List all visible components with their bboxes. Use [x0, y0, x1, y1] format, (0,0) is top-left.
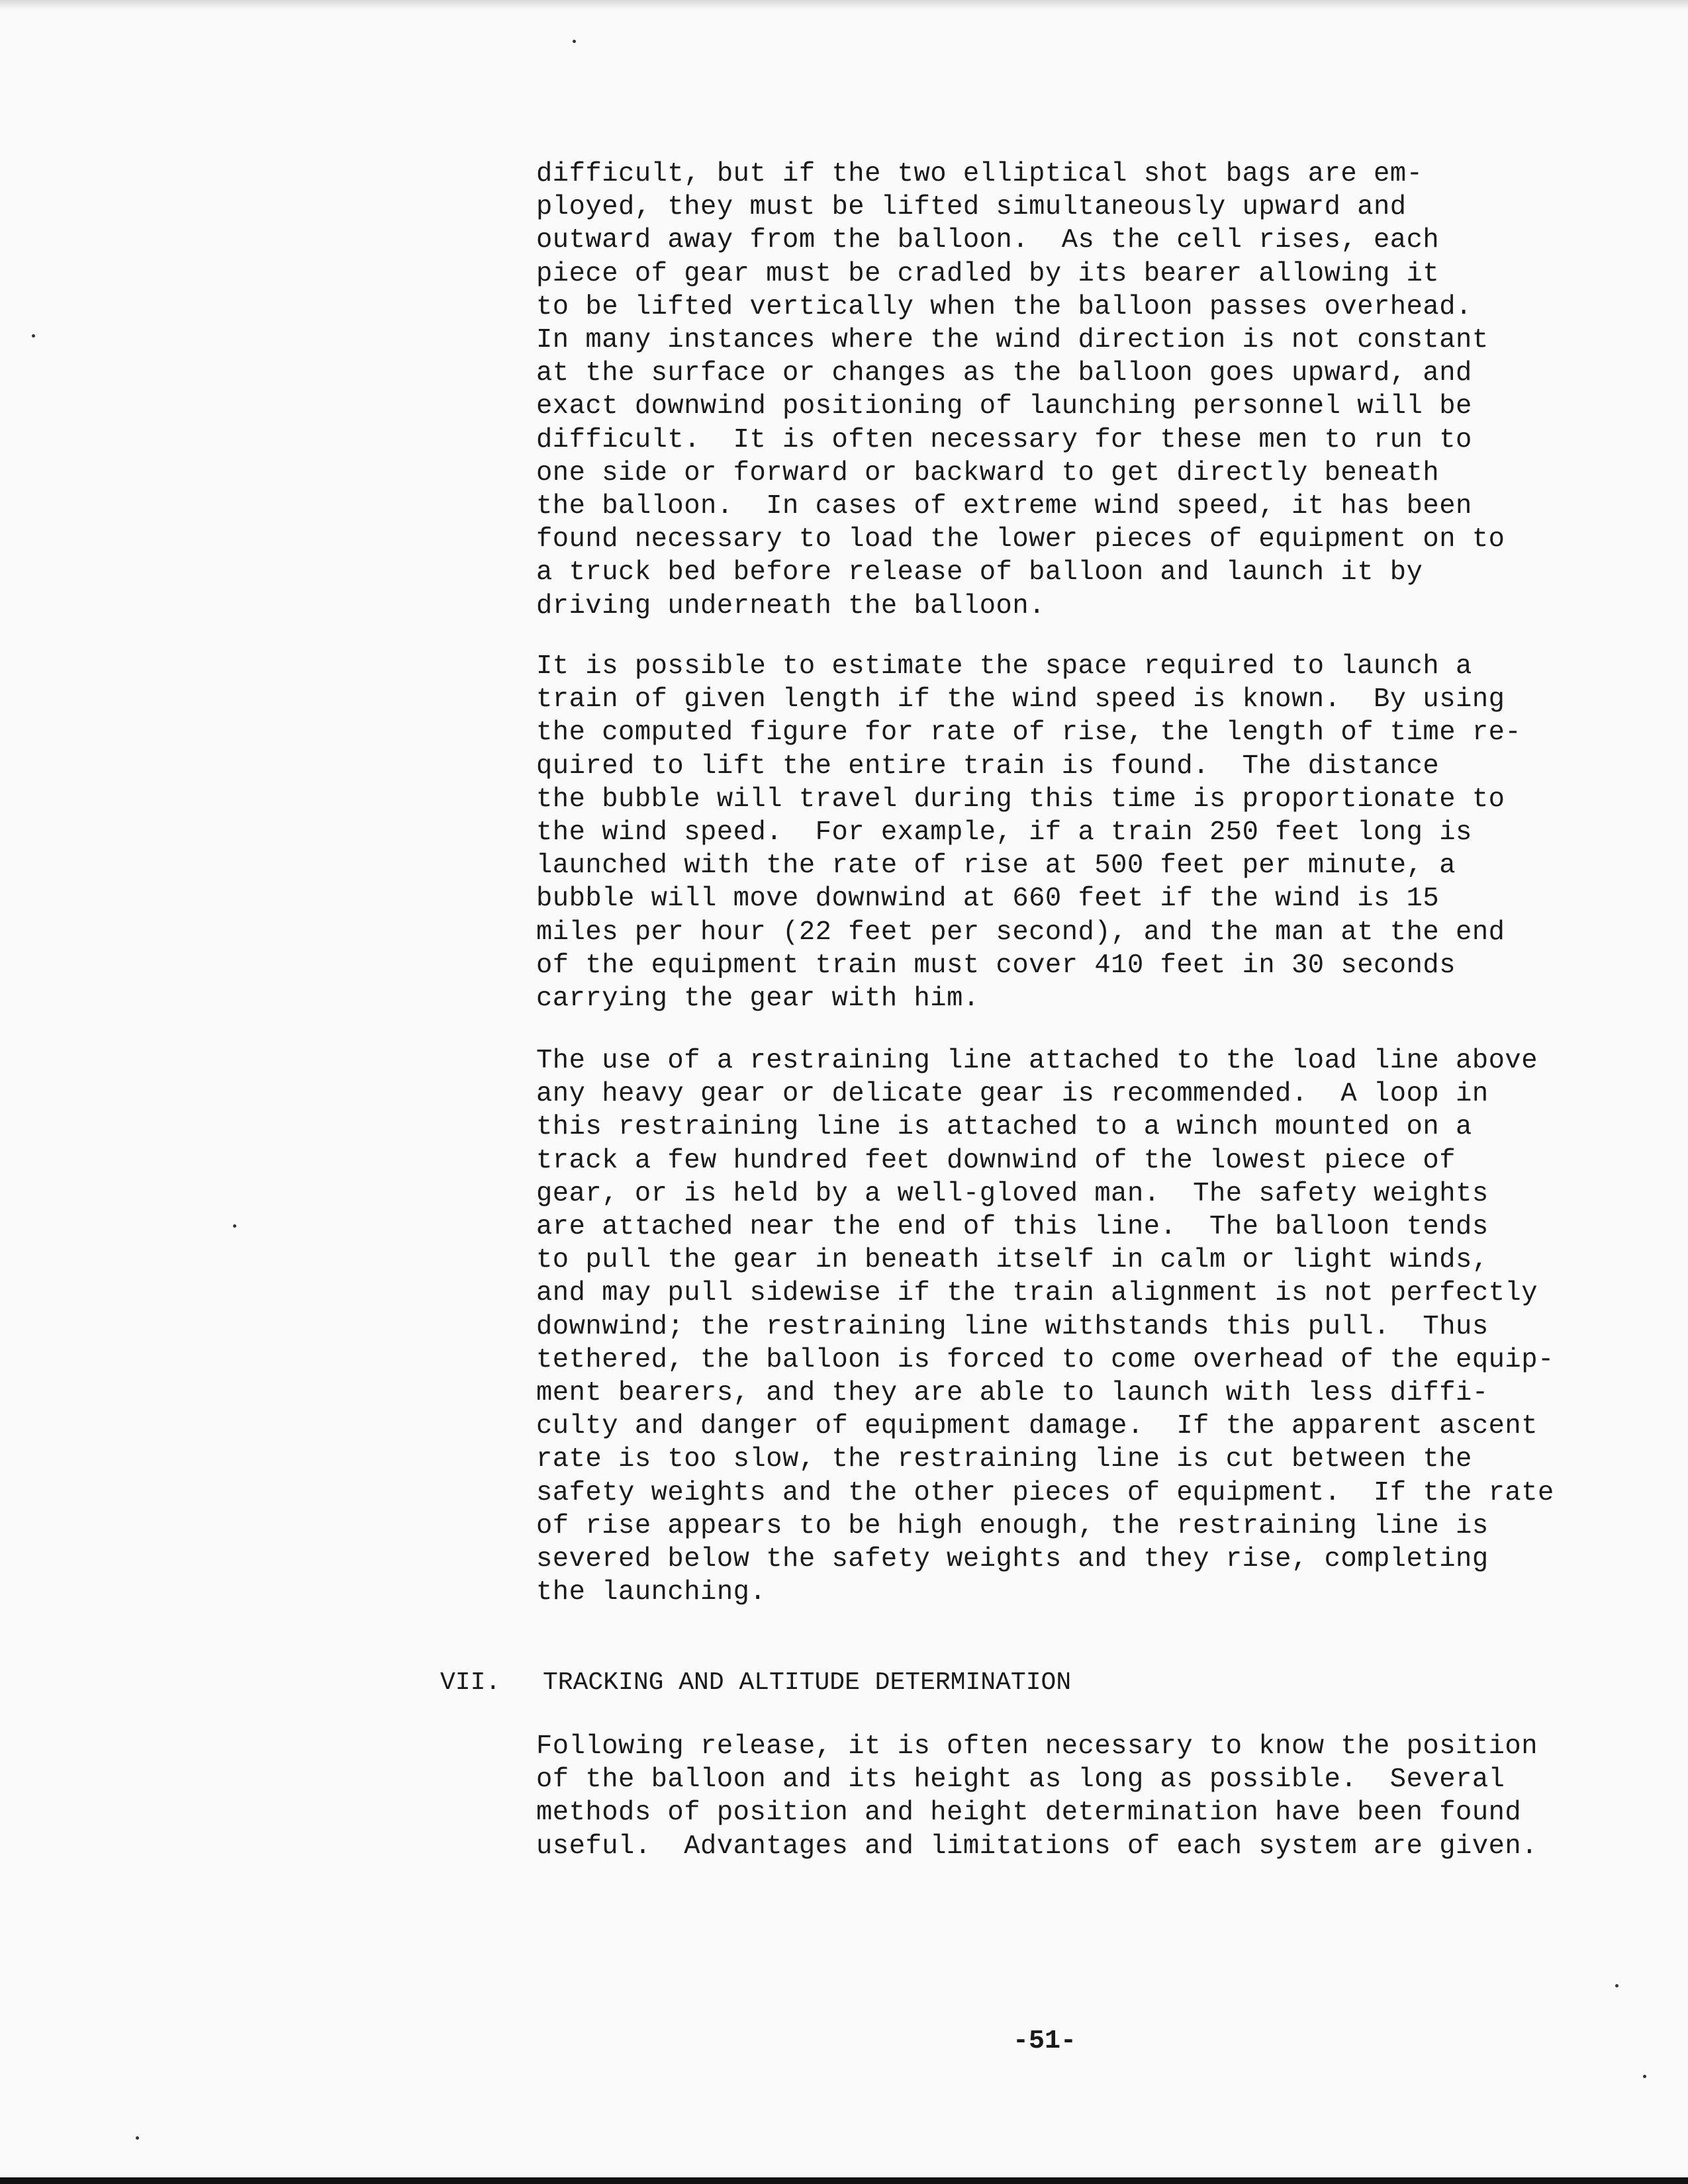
scan-speck — [32, 334, 35, 338]
paragraph-2 — [536, 650, 1569, 1015]
text-line: at the surface or changes as the balloon goes upward, and — [536, 358, 1472, 389]
text-line: the computed figure for rate of rise, the length of time re- — [536, 717, 1522, 749]
text-line: track a few hundred feet downwind of the lowest piece of — [536, 1145, 1456, 1176]
text-line: the wind speed. For example, if a train 250 feet long is — [536, 817, 1472, 848]
scan-speck — [136, 2136, 139, 2140]
text-line: any heavy gear or delicate gear is recommended. A loop in — [536, 1079, 1489, 1110]
text-line: severed below the safety weights and they rise, completing — [536, 1544, 1489, 1575]
text-line: It is possible to estimate the space required to launch a — [536, 651, 1472, 682]
text-line: quired to lift the entire train is found. The distance — [536, 751, 1440, 782]
text-line: difficult, but if the two elliptical shot bags are em- — [536, 159, 1423, 189]
text-line: to pull the gear in beneath itself in calm or light winds, — [536, 1245, 1489, 1276]
page-number: -51- — [1013, 2026, 1077, 2056]
text-line: culty and danger of equipment damage. If the apparent ascent — [536, 1411, 1538, 1442]
text-line: the balloon. In cases of extreme wind speed, it has been — [536, 491, 1472, 522]
text-line: useful. Advantages and limitations of each system are given. — [536, 1831, 1538, 1862]
section-number: VII. — [440, 1668, 501, 1697]
text-line: this restraining line is attached to a winch mounted on a — [536, 1112, 1472, 1143]
text-line: The use of a restraining line attached to the load line above — [536, 1046, 1538, 1076]
text-line: tethered, the balloon is forced to come overhead of the equip- — [536, 1344, 1554, 1375]
text-line: launched with the rate of rise at 500 feet per minute, a — [536, 850, 1456, 882]
text-line: Following release, it is often necessary to know the position — [536, 1731, 1538, 1762]
text-line: found necessary to load the lower pieces of equipment on to — [536, 524, 1505, 555]
text-line: difficult. It is often necessary for these men to run to — [536, 424, 1472, 455]
text-line: train of given length if the wind speed is known. By using — [536, 684, 1505, 715]
text-line: downwind; the restraining line withstands this pull. Thus — [536, 1311, 1489, 1342]
section-title: TRACKING AND ALTITUDE DETERMINATION — [543, 1668, 1072, 1697]
scan-top-shadow — [0, 0, 1688, 9]
text-line: and may pull sidewise if the train alignment is not perfectly — [536, 1278, 1538, 1309]
scan-bottom-edge — [0, 2177, 1688, 2184]
text-line: a truck bed before release of balloon and launch it by — [536, 557, 1423, 588]
text-line: ployed, they must be lifted simultaneously upward and — [536, 192, 1407, 223]
paragraph-1 — [536, 158, 1569, 623]
text-line: In many instances where the wind direction is not constant — [536, 325, 1489, 356]
text-line: piece of gear must be cradled by its bearer allowing it — [536, 258, 1440, 289]
scan-speck — [233, 1224, 236, 1228]
text-line: rate is too slow, the restraining line is cut between the — [536, 1444, 1472, 1475]
text-line: to be lifted vertically when the balloon passes overhead. — [536, 291, 1472, 322]
text-line: safety weights and the other pieces of equipment. If the rate — [536, 1477, 1554, 1508]
text-line: bubble will move downwind at 660 feet if the wind is 15 — [536, 884, 1440, 915]
text-line: ment bearers, and they are able to launch with less diffi- — [536, 1378, 1489, 1409]
text-line: the launching. — [536, 1577, 767, 1608]
text-line: one side or forward or backward to get directly beneath — [536, 457, 1440, 488]
text-line: exact downwind positioning of launching personnel will be — [536, 391, 1472, 422]
scan-speck — [573, 40, 576, 43]
paragraph-3 — [536, 1044, 1569, 1609]
text-line: miles per hour (22 feet per second), and the man at the end — [536, 917, 1505, 948]
text-line: outward away from the balloon. As the cell rises, each — [536, 225, 1440, 256]
scan-speck — [1643, 2075, 1646, 2078]
text-line: methods of position and height determination have been found — [536, 1797, 1522, 1829]
text-line: gear, or is held by a well-gloved man. The safety weights — [536, 1178, 1489, 1209]
text-line: the bubble will travel during this time is proportionate to — [536, 784, 1505, 815]
section-paragraph — [536, 1730, 1569, 1863]
text-line: of the equipment train must cover 410 feet in 30 seconds — [536, 950, 1456, 981]
scan-speck — [1615, 1984, 1618, 1987]
text-line: are attached near the end of this line. The balloon tends — [536, 1212, 1489, 1243]
text-line: of the balloon and its height as long as possible. Several — [536, 1764, 1505, 1796]
text-line: carrying the gear with him. — [536, 983, 980, 1015]
text-line: of rise appears to be high enough, the restraining line is — [536, 1510, 1489, 1541]
text-line: driving underneath the balloon. — [536, 590, 1045, 621]
